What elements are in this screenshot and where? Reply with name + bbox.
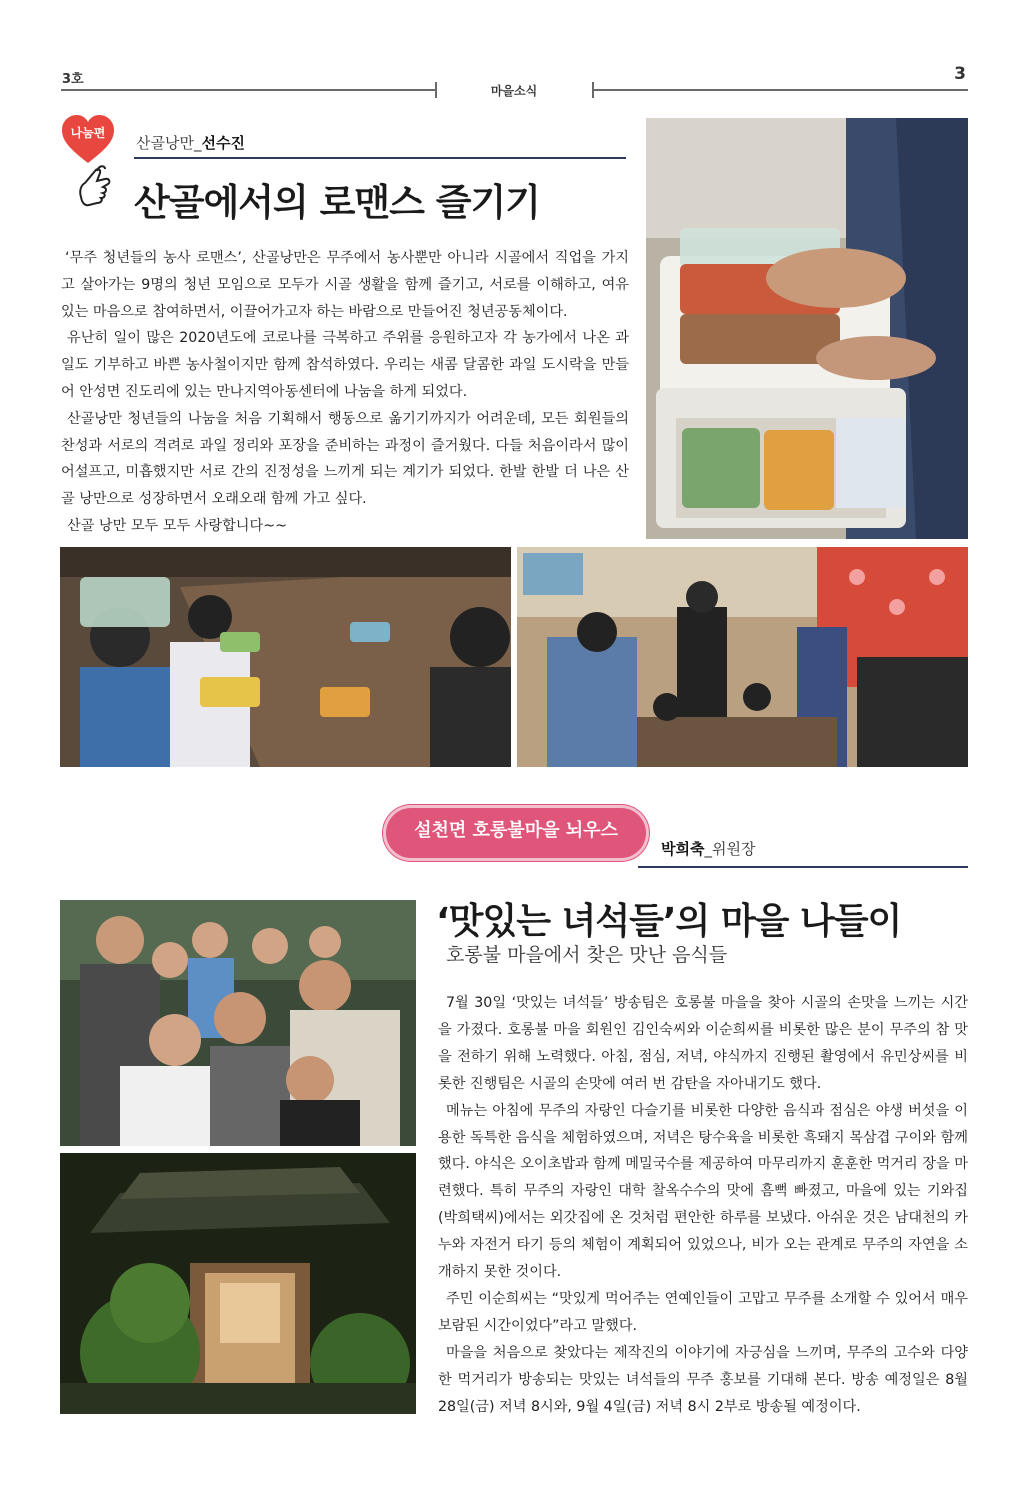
heart-badge-label: 나눔편 [70,126,106,140]
article2-byline [661,838,755,859]
header-rule-tick-left [435,82,437,98]
page-number: 3 [954,64,966,84]
article2-paragraph: 7월 30일 ‘맛있는 녀석들’ 방송팀은 호롱불 마을을 찾아 시골의 손맛을 느끼는 시간을 가졌다. 호롱불 마을 회원인 김인숙씨와 이순희씨를 비롯한 많은 분이 무주의 참 맛을 전하기 위해 노력했다. 아침, 점심, 저녁, 야식까지 진행된 촬영에서 유민상씨를 비롯한 진행팀은 시골의 손맛에 여러 번 감탄을 자아내기도 했다. [438,995,968,1092]
article2-title: ‘맛있는 녀석들’의 마을 나들이 [436,901,902,942]
article1-paragraph: 산골낭만 청년들의 나눔을 처음 기획해서 행동으로 옮기기까지가 어려운데, 모든 회원들의 찬성과 서로의 격려로 과일 정리와 포장을 준비하는 과정이 즐거웠다. 다들 처음이라서 많이 어설프고, 미흡했지만 서로 간의 진정성을 느끼게 되는 계기가 되었다. 한발 한발 더 나은 산골 낭만으로 성장하면서 오래오래 함께 가고 싶다. [61,410,629,508]
children-eating-photo [60,547,511,767]
village-news-badge-label: 설천면 호롱불마을 뇌우스 [414,820,618,841]
article1-byline [136,132,245,153]
byline-prefix: 산골낭만_ [136,134,202,152]
article2-paragraph: 마을을 처음으로 찾았다는 제작진의 이야기에 자긍심을 느끼며, 무주의 고수와 다양한 먹거리가 방송되는 맛있는 녀석들의 무주 홍보를 기대해 본다. 방송 예정일은 8월 28일(금) 저녁 8시와, 9월 4일(금) 저녁 8시 2부로 방송될 예정이다. [438,1344,968,1415]
article2-paragraph: 주민 이순희씨는 “맛있게 먹어주는 연예인들이 고맙고 무주를 소개할 수 있어서 매우 보람된 시간이었다”라고 말했다. [438,1290,968,1334]
finger-heart-hand-icon [75,163,113,213]
article2-subtitle: 호롱불 마을에서 찾은 맛난 음식들 [446,944,728,966]
fruit-lunchbox-photo [646,118,968,539]
article2-rule [638,866,968,868]
heart-icon [60,113,116,165]
village-news-badge [386,808,646,858]
header-rule-left [61,89,436,91]
author-name: 선수진 [201,134,245,152]
article1-title: 산골에서의 로맨스 즐기기 [134,181,540,224]
article1-rule [134,157,626,159]
section-title: 마을소식 [490,84,538,98]
article1-paragraph: 유난히 일이 많은 2020년도에 코로나를 극복하고 주위를 응원하고자 각 농가에서 나온 과일도 기부하고 바쁜 농사철이지만 함께 참석하였다. 우리는 새콤 달콤한 과일 도시락을 만들어 안성면 진도리에 있는 만나지역아동센터에 나눔을 하게 되었다. [61,330,629,400]
issue-number: 3호 [62,72,84,87]
volunteers-children-photo [517,547,968,767]
article1-body [61,245,629,540]
article1-paragraph: 산골 낭만 모두 모두 사랑합니다~~ [67,517,287,534]
hanok-gate-night-photo [60,1153,416,1414]
byline-suffix: _위원장 [704,840,756,858]
article1-paragraph: ‘무주 청년들의 농사 로맨스’, 산골낭만은 무주에서 농사뿐만 아니라 시골에서 직업을 가지고 살아가는 9명의 청년 모임으로 모두가 시골 생활을 함께 즐기고, 서로를 이해하고, 여유 있는 마음으로 참여하면서, 이끌어가고자 하는 바람으로 만들어진 청년공동체이다. [61,250,629,320]
header-rule-right [593,89,968,91]
author-name: 박희축 [661,840,705,858]
tv-cast-group-photo [60,900,416,1146]
article2-paragraph: 메뉴는 아침에 무주의 자랑인 다슬기를 비롯한 다양한 음식과 점심은 야생 버섯을 이용한 독특한 음식을 체험하였으며, 저녁은 탕수육을 비롯한 흑돼지 목삼겹 구이와 함께 했다. 야식은 오이초밥과 함께 메밀국수를 제공하여 마무리까지 훈훈한 먹거리 장을 마련했다. 특히 무주의 자랑인 대학 찰옥수수의 맛에 흠뻑 빠졌고, 마을에 있는 기와집(박희택씨)에서는 외갓집에 온 것처럼 편안한 하루를 보냈다. 아쉬운 것은 남대천의 카누와 자전거 타기 등의 체험이 계획되어 있었으나, 비가 오는 관계로 무주의 자연을 소개하지 못한 것이다. [438,1102,968,1281]
article2-body [438,990,968,1421]
